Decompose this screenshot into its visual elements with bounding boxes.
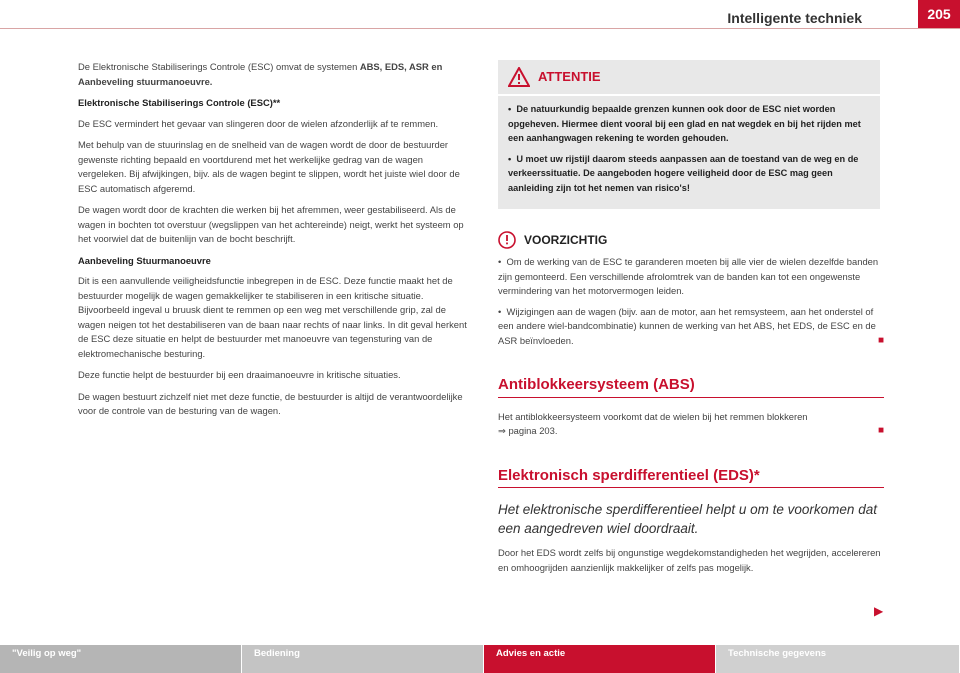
footer-nav bbox=[0, 645, 960, 673]
footer-tab-safety[interactable]: "Veilig op weg" bbox=[0, 645, 242, 673]
esc-heading: Elektronische Stabiliserings Controle (ESC)** bbox=[78, 97, 281, 108]
caution-body bbox=[498, 255, 884, 348]
page-section-title: Intelligente techniek bbox=[727, 10, 862, 26]
attention-bullet-1: • De natuurkundig bepaalde grenzen kunnen ook door de ESC niet worden opgeheven. Hiermee dient vooral bij een glad en nat wegdek en bij het rijden met een aanhangwagen rekening te worden gehouden. bbox=[508, 104, 861, 143]
steering-paragraph-2: Deze functie helpt de bestuurder bij een draaimanoeuvre in kritische situaties. bbox=[78, 369, 401, 380]
attention-header bbox=[498, 60, 880, 96]
eds-lead: Het elektronische sperdifferentieel helpt u om te voorkomen dat een aangedreven wiel doordraait. bbox=[498, 502, 877, 536]
esc-paragraph-3: De wagen wordt door de krachten die werken bij het afremmen, weer gestabiliseerd. Als de wagen in bochten tot overstuur (wegslippen van het achtereinde) neigt, werkt het systeem op het voorwiel dat de buitenlijn van de bocht beschrijft. bbox=[78, 204, 464, 244]
left-column bbox=[78, 60, 470, 426]
intro-paragraph: De Elektronische Stabiliserings Controle (ESC) omvat de systemen ABS, EDS, ASR en Aanbeveling stuurmanoeuvre. bbox=[78, 61, 443, 87]
header-rule bbox=[0, 28, 960, 29]
footer-tab-operation[interactable]: Bediening bbox=[242, 645, 484, 673]
warning-triangle-icon bbox=[508, 67, 530, 87]
page-number: 205 bbox=[918, 0, 960, 28]
footer-tab-advice[interactable]: Advies en actie bbox=[484, 645, 716, 673]
attention-title: ATTENTIE bbox=[538, 68, 601, 84]
esc-paragraph-1: De ESC vermindert het gevaar van slingeren door de wielen afzonderlijk af te remmen. bbox=[78, 117, 439, 129]
eds-paragraph: Door het EDS wordt zelfs bij ongunstige wegdekomstandigheden het wegrijden, accelereren en omhoogrijden aanzienlijk makkelijker of zelfs pas mogelijk. bbox=[498, 547, 881, 573]
footer-tab-technical[interactable]: Technische gegevens bbox=[716, 645, 960, 673]
caution-bullet-1: • Om de werking van de ESC te garanderen moeten bij alle vier de wielen dezelfde banden zijn gemonteerd. Een verschillende afrolomtrek van de banden kan tot een ongewenste vermindering van het motorvermogen leiden. bbox=[498, 256, 879, 296]
caution-title: VOORZICHTIG bbox=[524, 232, 608, 247]
caution-circle-icon bbox=[498, 231, 516, 249]
caution-bullet-2: • Wijzigingen aan de wagen (bijv. aan de motor, aan het remsysteem, aan het onderstel of een andere wiel-bandcombinatie) kunnen de werking van het ABS, het EDS, de ESC en de ASR beïnvloeden. ■ bbox=[498, 305, 884, 349]
attention-body bbox=[498, 96, 880, 209]
esc-paragraph-2: Met behulp van de stuurinslag en de snelheid van de wagen wordt de door de bestuurder gewenste richting bepaald en voortdurend met het werkelijke gedrag van de wagen vergeleken. Bij afwijkingen, bijv. als de wagen begint te slippen, wordt het juiste wiel door de ESC automatisch afgeremd. bbox=[78, 139, 460, 194]
end-marker-icon: ■ bbox=[877, 334, 884, 346]
caution-header bbox=[498, 231, 884, 249]
steering-heading: Aanbeveling Stuurmanoeuvre bbox=[78, 254, 211, 266]
abs-page-ref[interactable]: ⇒ pagina 203. bbox=[498, 425, 558, 436]
steering-paragraph-1: Dit is een aanvullende veiligheidsfunctie inbegrepen in de ESC. Deze functie maakt het de bestuurder mogelijk de wagen gemakkelijker te stabiliseren in een kritische situatie. Bijvoorbeeld ingeval u bruusk dient te remmen op een weg met verschillende grip, zal de wagen neigen tot het destabiliseren van de baan naar rechts of naar links. In dit geval herkent de ESC deze situatie en helpt de bestuurder met manoeuvre van tegensturing van de elektromechanische besturing. bbox=[78, 275, 467, 359]
end-marker-icon: ■ bbox=[877, 425, 884, 436]
attention-box bbox=[498, 60, 880, 209]
abs-paragraph: Het antiblokkeersysteem voorkomt dat de wielen bij het remmen blokkeren ⇒ pagina 203. ■ bbox=[498, 410, 884, 439]
abs-section-title: Antiblokkeersysteem (ABS) bbox=[498, 378, 884, 398]
attention-bullet-2: • U moet uw rijstijl daarom steeds aanpassen aan de toestand van de weg en de verkeerssituatie. De aangeboden hogere veiligheid door de ESC mag geen aanleiding zijn tot het nemen van risico's! bbox=[508, 153, 859, 193]
right-column bbox=[498, 60, 884, 575]
steering-paragraph-3: De wagen bestuurt zichzelf niet met deze functie, de bestuurder is altijd de verantwoordelijke voor de controle van de besturing van de wagen. bbox=[78, 390, 463, 416]
eds-section-title: Elektronisch sperdifferentieel (EDS)* bbox=[498, 469, 884, 489]
continue-arrow-icon: ▶ bbox=[874, 604, 884, 618]
